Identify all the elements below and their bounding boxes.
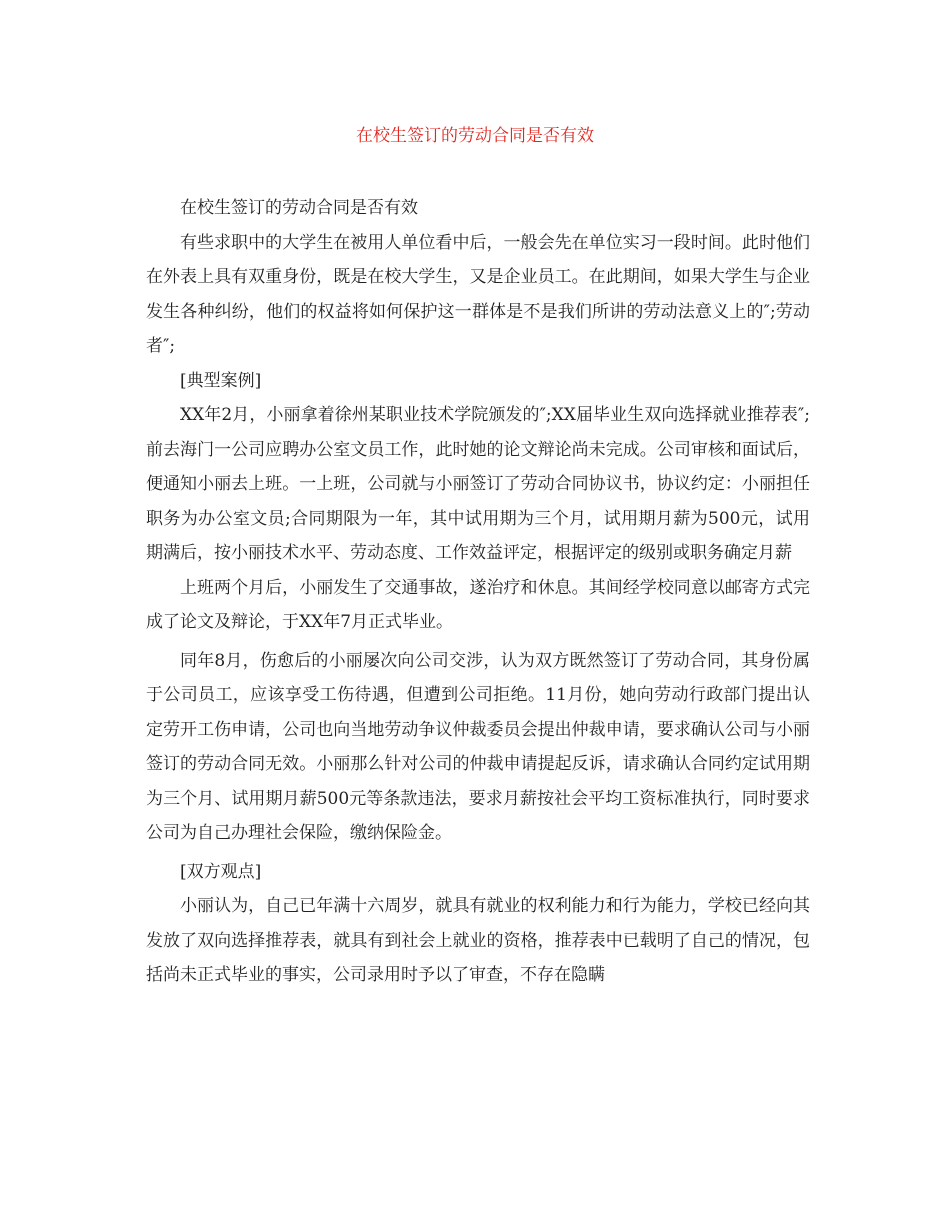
section-label-both-views: [双方观点] [180, 861, 262, 882]
paragraph-intro: 有些求职中的大学生在被用人单位看中后，一般会先在单位实习一段时间。此时他们在外表上具有双重身份，既是在校大学生，又是企业员工。在此期间，如果大学生与企业发生各种纠纷，他们的权益将如何保护这一群体是不是我们所讲的劳动法意义上的″;劳动者″; [146, 232, 810, 356]
section-label-typical-case: [典型案例] [180, 370, 262, 391]
paragraph-accident: 上班两个月后，小丽发生了交通事故，遂治疗和休息。其间经学校同意以邮寄方式完成了论文及辩论，于XX年7月正式毕业。 [146, 577, 810, 632]
document-body [146, 191, 810, 993]
document-title: 在校生签订的劳动合同是否有效 [356, 126, 594, 146]
paragraph-xiaoli-view: 小丽认为，自己已年满十六周岁，就具有就业的权利能力和行为能力，学校已经向其发放了双向选择推荐表，就具有到社会上就业的资格，推荐表中已载明了自己的情况，包括尚未正式毕业的事实，公司录用时予以了审查，不存在隐瞒 [146, 896, 810, 985]
paragraph-case-description: XX年2月，小丽拿着徐州某职业技术学院颁发的″;XX届毕业生双向选择就业推荐表″;前去海门一公司应聘办公室文员工作，此时她的论文辩论尚未完成。公司审核和面试后，便通知小丽去上班。一上班，公司就与小丽签订了劳动合同协议书，协议约定：小丽担任职务为办公室文员;合同期限为一年，其中试用期为三个月，试用期月薪为500元，试用期满后，按小丽技术水平、劳动态度、工作效益评定，根据评定的级别或职务确定月薪 [146, 405, 810, 563]
paragraph-heading: 在校生签订的劳动合同是否有效 [180, 198, 418, 218]
paragraph-dispute: 同年8月，伤愈后的小丽屡次向公司交涉，认为双方既然签订了劳动合同，其身份属于公司员工，应该享受工伤待遇，但遭到公司拒绝。11月份，她向劳动行政部门提出认定劳开工伤申请，公司也向当地劳动争议仲裁委员会提出仲裁申请，要求确认公司与小丽签订的劳动合同无效。小丽那么针对公司的仲裁申请提起反诉，请求确认合同约定试用期为三个月、试用期月薪500元等条款违法，要求月薪按社会平均工资标准执行，同时要求公司为自己办理社会保险，缴纳保险金。 [146, 650, 810, 843]
